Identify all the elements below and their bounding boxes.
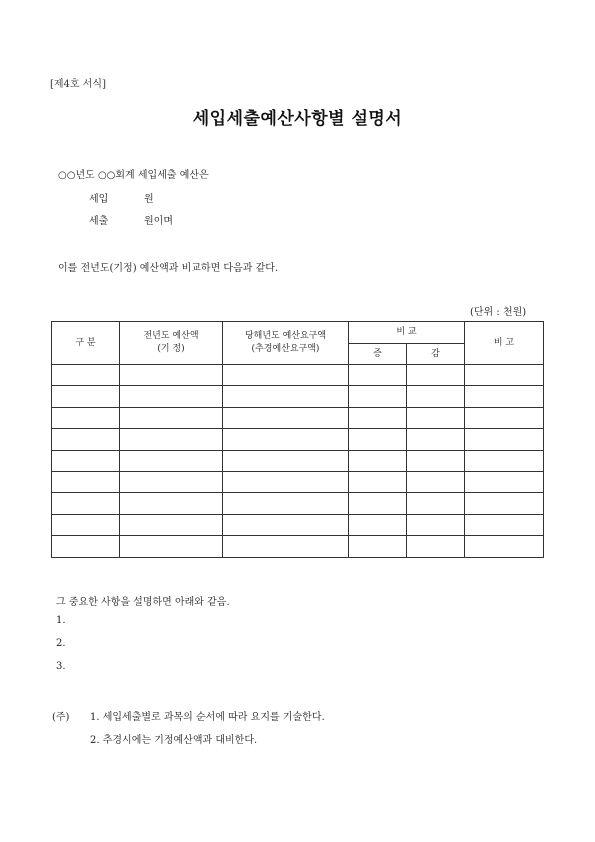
table-row	[52, 450, 544, 471]
form-number: [제4호 서식]	[50, 79, 106, 90]
table-body	[52, 365, 544, 558]
table-cell-category	[52, 471, 120, 492]
table-cell-increase	[349, 514, 407, 535]
note-item-1: 1. 세입세출별로 과목의 순서에 따라 요지를 기술한다.	[90, 712, 325, 723]
table-row	[52, 386, 544, 407]
table-cell-increase	[349, 493, 407, 514]
table-cell-current-year	[223, 429, 349, 450]
prev-year-header-line2: (기 정)	[157, 344, 185, 354]
revenue-unit: 원	[144, 194, 154, 205]
table-cell-current-year	[223, 514, 349, 535]
table-cell-decrease	[407, 386, 465, 407]
table-cell-current-year	[223, 471, 349, 492]
table-row	[52, 429, 544, 450]
expenditure-label: 세출	[89, 216, 109, 227]
table-cell-decrease	[407, 471, 465, 492]
numbered-item-2: 2.	[56, 638, 66, 649]
table-cell-current-year	[223, 536, 349, 557]
table-cell-decrease	[407, 407, 465, 428]
table-cell-prev-year	[120, 429, 223, 450]
table-row	[52, 471, 544, 492]
prev-year-header	[120, 322, 223, 365]
table-cell-remarks	[465, 536, 544, 557]
comparison-sentence: 이를 전년도(기정) 예산액과 비교하면 다음과 같다.	[58, 263, 279, 274]
table-cell-remarks	[465, 386, 544, 407]
current-year-header-line2: (추경예산요구액)	[251, 344, 320, 354]
table-cell-category	[52, 536, 120, 557]
budget-table	[51, 321, 544, 558]
table-cell-decrease	[407, 536, 465, 557]
table-row	[52, 493, 544, 514]
table-row	[52, 514, 544, 535]
table-cell-increase	[349, 386, 407, 407]
table-cell-decrease	[407, 450, 465, 471]
numbered-item-3: 3.	[56, 661, 66, 672]
table-cell-increase	[349, 429, 407, 450]
table-cell-prev-year	[120, 536, 223, 557]
table-cell-category	[52, 386, 120, 407]
intro-line: ○○년도 ○○회계 세입세출 예산은	[58, 170, 209, 181]
table-cell-remarks	[465, 407, 544, 428]
explanation-intro: 그 중요한 사항을 설명하면 아래와 같음.	[56, 597, 230, 608]
table-cell-decrease	[407, 365, 465, 386]
current-year-header-line1: 당해년도 예산요구액	[244, 331, 327, 341]
table-cell-increase	[349, 407, 407, 428]
expenditure-unit: 원이며	[144, 216, 173, 227]
table-cell-remarks	[465, 450, 544, 471]
table-cell-increase	[349, 365, 407, 386]
document-title: 세입세출예산사항별 설명서	[192, 109, 403, 129]
table-cell-remarks	[465, 514, 544, 535]
comparison-header: 비 교	[349, 322, 465, 344]
category-header: 구 분	[52, 322, 120, 365]
current-year-header	[223, 322, 349, 365]
unit-label: (단위 : 천원)	[470, 307, 527, 318]
table-cell-category	[52, 450, 120, 471]
table-cell-category	[52, 407, 120, 428]
revenue-label: 세입	[89, 194, 109, 205]
prev-year-header-line1: 전년도 예산액	[143, 331, 199, 341]
table-cell-current-year	[223, 493, 349, 514]
increase-header: 증	[349, 344, 407, 365]
table-cell-remarks	[465, 493, 544, 514]
table-cell-prev-year	[120, 471, 223, 492]
table-cell-remarks	[465, 365, 544, 386]
table-cell-category	[52, 429, 120, 450]
table-header-row	[52, 322, 544, 344]
decrease-header: 감	[407, 344, 465, 365]
notes-marker: (주)	[52, 712, 70, 723]
table-cell-prev-year	[120, 493, 223, 514]
table-cell-decrease	[407, 493, 465, 514]
table-cell-increase	[349, 536, 407, 557]
table-cell-increase	[349, 450, 407, 471]
table-cell-prev-year	[120, 365, 223, 386]
table-cell-current-year	[223, 407, 349, 428]
table-row	[52, 365, 544, 386]
table-cell-category	[52, 493, 120, 514]
table-cell-current-year	[223, 365, 349, 386]
table-cell-prev-year	[120, 386, 223, 407]
table-cell-prev-year	[120, 450, 223, 471]
table-cell-category	[52, 365, 120, 386]
numbered-item-1: 1.	[56, 615, 66, 626]
table-row	[52, 536, 544, 557]
table-cell-prev-year	[120, 514, 223, 535]
table-cell-remarks	[465, 471, 544, 492]
table-row	[52, 407, 544, 428]
table-cell-current-year	[223, 386, 349, 407]
table-cell-decrease	[407, 429, 465, 450]
table-cell-increase	[349, 471, 407, 492]
table-cell-current-year	[223, 450, 349, 471]
note-item-2: 2. 추경시에는 기정예산액과 대비한다.	[90, 735, 258, 746]
table-cell-remarks	[465, 429, 544, 450]
table-cell-decrease	[407, 514, 465, 535]
table-cell-category	[52, 514, 120, 535]
table-cell-prev-year	[120, 407, 223, 428]
remarks-header: 비 고	[465, 322, 544, 365]
